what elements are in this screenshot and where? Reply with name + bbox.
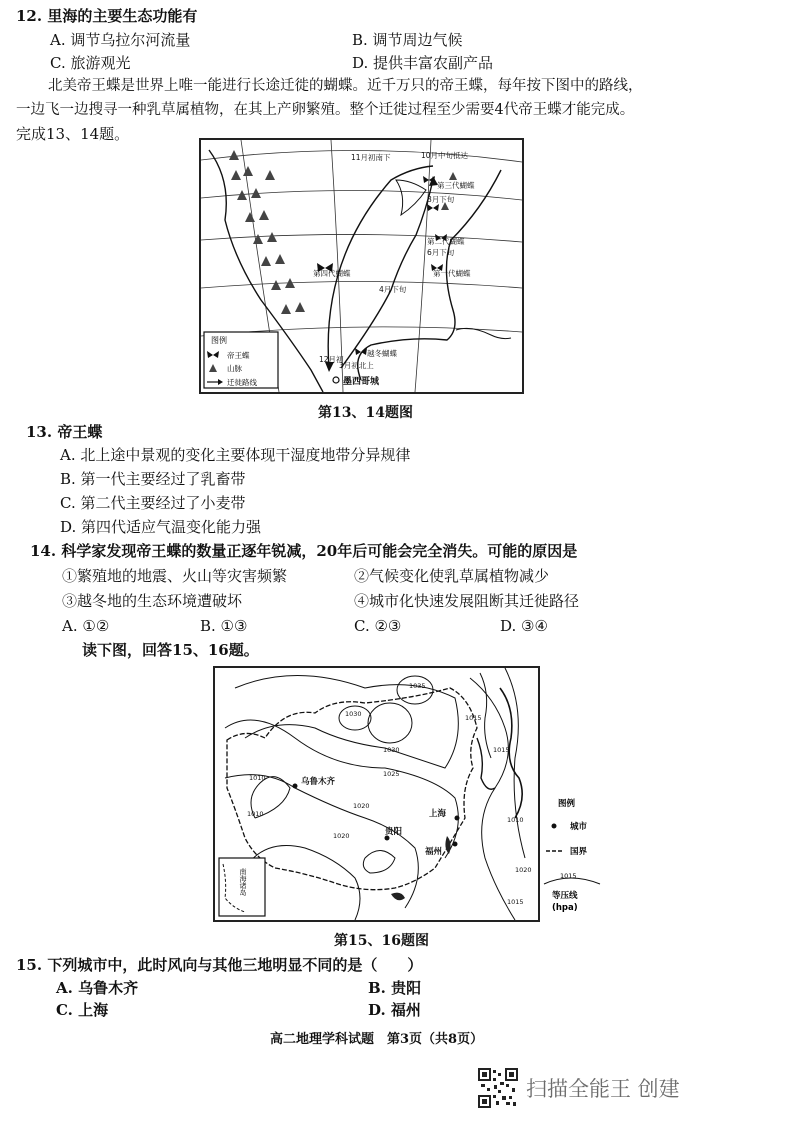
q13-option-c: C. 第二代主要经过了小麦带 — [60, 494, 246, 512]
legend-title: 图例 — [211, 336, 227, 345]
q15-option-b: B. 贵阳 — [368, 979, 422, 997]
legend2-border: 国界 — [570, 847, 588, 857]
south-china-sea-inset — [219, 858, 265, 916]
legend2-isobar: 等压线 — [552, 891, 578, 901]
isobar-label: 1030 — [383, 746, 400, 754]
passage-line-3: 完成13、14题。 — [16, 125, 130, 143]
q15-option-d: D. 福州 — [368, 1001, 421, 1019]
label-shanghai: 上海 — [429, 809, 447, 819]
label-april: 4月下旬 — [379, 285, 407, 294]
page-footer: 高二地理学科试题 第3页（共8页） — [270, 1032, 484, 1047]
label-dec: 12月初 — [319, 355, 344, 364]
q14-option-a: A. ①② — [62, 617, 110, 635]
isobar-label: 1010 — [247, 810, 264, 818]
passage-line-1: 北美帝王蝶是世界上唯一能进行长途迁徙的蝴蝶。近千万只的帝王蝶，每年按下图中的路线， — [48, 78, 643, 94]
q14-item-1: ①繁殖地的地震、火山等灾害频繁 — [62, 567, 288, 585]
label-mar: 3月初北上 — [339, 361, 374, 370]
isobar-label: 1015 — [507, 898, 524, 906]
label-mexico-city: 墨西哥城 — [343, 377, 380, 387]
legend-route: 迁徙路线 — [227, 378, 257, 387]
legend2-city: 城市 — [570, 822, 588, 832]
map1-legend — [204, 332, 278, 388]
isobar-label: 1020 — [333, 832, 350, 840]
map2-caption: 第15、16题图 — [334, 933, 429, 949]
qr-code-icon — [478, 1068, 518, 1108]
mexico-city-marker — [333, 377, 339, 383]
q12-option-b: B. 调节周边气候 — [352, 31, 463, 49]
isobar-label: 1015 — [465, 714, 482, 722]
label-nov: 11月初南下 — [351, 153, 391, 162]
map2-legend — [540, 796, 610, 916]
scanner-watermark: 扫描全能王 创建 — [526, 1077, 680, 1101]
label-guiyang: 贵阳 — [385, 827, 403, 837]
q13-stem: 13. 帝王蝶 — [26, 423, 103, 441]
legend2-city-icon — [552, 824, 557, 829]
q14-item-4: ④城市化快速发展阻断其迁徙路径 — [354, 592, 580, 610]
inset-label: 南海诸岛 — [239, 868, 247, 896]
isobar-label: 1020 — [353, 802, 370, 810]
passage-2: 读下图，回答15、16题。 — [82, 641, 259, 659]
passage-line-2: 一边飞一边搜寻一种乳草属植物，在其上产卵繁殖。整个迁徙过程至少需要4代帝王蝶才能完成。 — [16, 102, 635, 118]
isobar-label: 1010 — [507, 816, 524, 824]
legend-mountain: 山脉 — [227, 364, 242, 373]
label-first-gen: 第一代蝴蝶 — [433, 269, 471, 278]
q12-stem: 12. 里海的主要生态功能有 — [16, 7, 198, 25]
isobar-label: 1010 — [249, 774, 266, 782]
q12-option-a: A. 调节乌拉尔河流量 — [50, 31, 191, 49]
label-aug: 8月下旬 — [427, 195, 455, 204]
q15-option-a: A. 乌鲁木齐 — [56, 979, 139, 997]
q14-option-d: D. ③④ — [500, 617, 548, 635]
label-june: 6月下旬 — [427, 248, 455, 257]
butterfly-icon-aug — [427, 204, 439, 211]
migration-map-svg — [201, 140, 522, 392]
q15-option-c: C. 上海 — [56, 1001, 109, 1019]
q13-option-a: A. 北上途中景观的变化主要体现干湿度地带分异规律 — [60, 446, 411, 464]
isobar-map-svg — [215, 668, 538, 920]
q12-option-c: C. 旅游观光 — [50, 54, 131, 72]
q14-item-3: ③越冬地的生态环境遭破坏 — [62, 592, 243, 610]
map1-caption: 第13、14题图 — [318, 405, 413, 421]
southward-route — [328, 166, 433, 368]
isobar-map — [213, 666, 540, 922]
q15-stem: 15. 下列城市中，此时风向与其他三地明显不同的是（ ） — [16, 956, 423, 974]
q13-option-b: B. 第一代主要经过了乳畜带 — [60, 470, 246, 488]
label-second-gen: 第二代蝴蝶 — [427, 237, 465, 246]
label-oct: 10月中旬抵达 — [421, 151, 469, 160]
butterfly-migration-map — [199, 138, 524, 394]
label-fourth-gen: 第四代蝴蝶 — [313, 269, 351, 278]
q14-option-b: B. ①③ — [200, 617, 248, 635]
legend2-unit: (hpa) — [552, 903, 578, 913]
q14-item-2: ②气候变化使乳草属植物减少 — [354, 567, 550, 585]
legend2-sample: 1015 — [560, 872, 577, 880]
q13-option-d: D. 第四代适应气温变化能力强 — [60, 518, 262, 536]
label-urumqi: 乌鲁木齐 — [301, 777, 336, 787]
isobar-label: 1025 — [383, 770, 400, 778]
label-fuzhou: 福州 — [425, 847, 443, 857]
isobar-label: 1020 — [515, 866, 532, 874]
city-urumqi — [293, 784, 298, 789]
q14-stem: 14. 科学家发现帝王蝶的数量正逐年锐减，20年后可能会完全消失。可能的原因是 — [30, 542, 578, 560]
legend2-title: 图例 — [558, 799, 576, 809]
label-wintering: 越冬蝴蝶 — [367, 349, 397, 358]
isobar-label: 1035 — [409, 682, 426, 690]
q12-option-d: D. 提供丰富农副产品 — [352, 54, 494, 72]
city-shanghai — [455, 816, 460, 821]
q14-option-c: C. ②③ — [354, 617, 402, 635]
label-third-gen: 第三代蝴蝶 — [437, 181, 475, 190]
city-fuzhou — [453, 842, 458, 847]
legend-butterfly: 帝王蝶 — [227, 351, 250, 360]
isobar-label: 1030 — [345, 710, 362, 718]
isobar-label: 1015 — [493, 746, 510, 754]
